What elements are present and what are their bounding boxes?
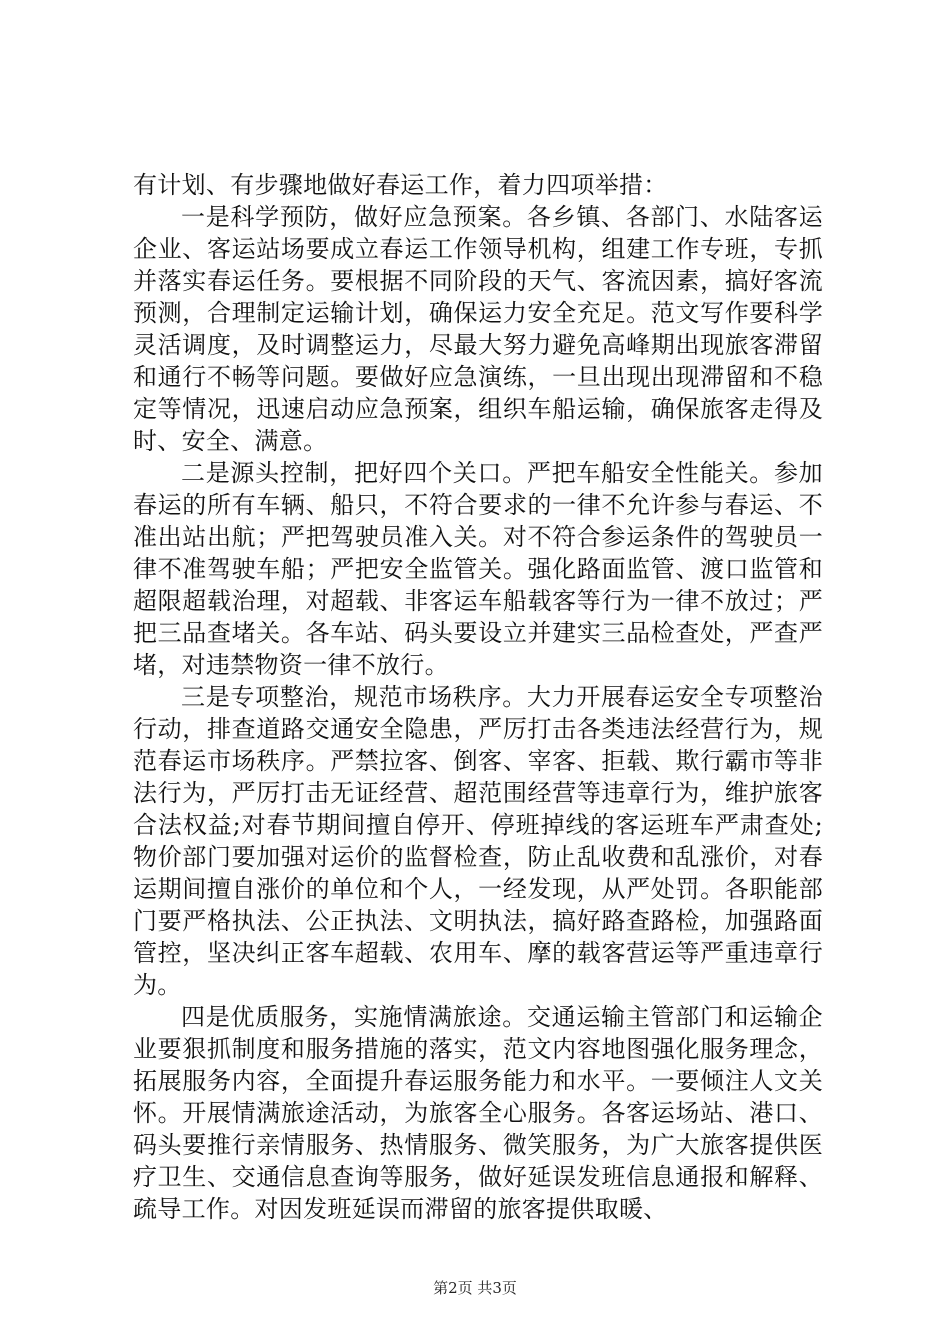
paragraph-measure-2: 二是源头控制，把好四个关口。严把车船安全性能关。参加春运的所有车辆、船只，不符合要求的一律不允许参与春运、不准出站出航；严把驾驶员准入关。对不符合参运条件的驾驶员一律不准驾驶车船；严把安全监管关。强化路面监管、渡口监管和超限超载治理，对超载、非客运车船载客等行为一律不放过；严把三品查堵关。各车站、码头要设立并建实三品检查处，严查严堵，对违禁物资一律不放行。 <box>133 459 823 679</box>
paragraph-measure-3: 三是专项整治，规范市场秩序。大力开展春运安全专项整治行动，排查道路交通安全隐患，严厉打击各类违法经营行为，规范春运市场秩序。严禁拉客、倒客、宰客、拒载、欺行霸市等非法行为，严厉打击无证经营、超范围经营等违章行为，维护旅客合法权益;对春节期间擅自停开、停班掉线的客运班车严肃查处;物价部门要加强对运价的监督检查，防止乱收费和乱涨价，对春运期间擅自涨价的单位和个人，一经发现，从严处罚。各职能部门要严格执法、公正执法、文明执法，搞好路查路检，加强路面管控，坚决纠正客车超载、农用车、摩的载客营运等严重违章行为。 <box>133 683 823 999</box>
paragraph-intro: 有计划、有步骤地做好春运工作，着力四项举措： <box>133 171 668 199</box>
page-footer <box>0 1278 950 1298</box>
paragraph-measure-1: 一是科学预防，做好应急预案。各乡镇、各部门、水陆客运企业、客运站场要成立春运工作领导机构，组建工作专班，专抓并落实春运任务。要根据不同阶段的天气、客流因素，搞好客流预测，合理制定运输计划，确保运力安全充足。范文写作要科学灵活调度，及时调整运力，尽最大努力避免高峰期出现旅客滞留和通行不畅等问题。要做好应急演练，一旦出现出现滞留和不稳定等情况，迅速启动应急预案，组织车船运输，确保旅客走得及时、安全、满意。 <box>133 203 823 455</box>
paragraph-measure-4: 四是优质服务，实施情满旅途。交通运输主管部门和运输企业要狠抓制度和服务措施的落实，范文内容地图强化服务理念，拓展服务内容，全面提升春运服务能力和水平。一要倾注人文关怀。开展情满旅途活动，为旅客全心服务。各客运场站、港口、码头要推行亲情服务、热情服务、微笑服务，为广大旅客提供医疗卫生、交通信息查询等服务，做好延误发班信息通报和解释、疏导工作。对因发班延误而滞留的旅客提供取暖、 <box>133 1003 823 1223</box>
document-body <box>133 169 823 1225</box>
page-number-label: 第2页 共3页 <box>433 1279 517 1297</box>
